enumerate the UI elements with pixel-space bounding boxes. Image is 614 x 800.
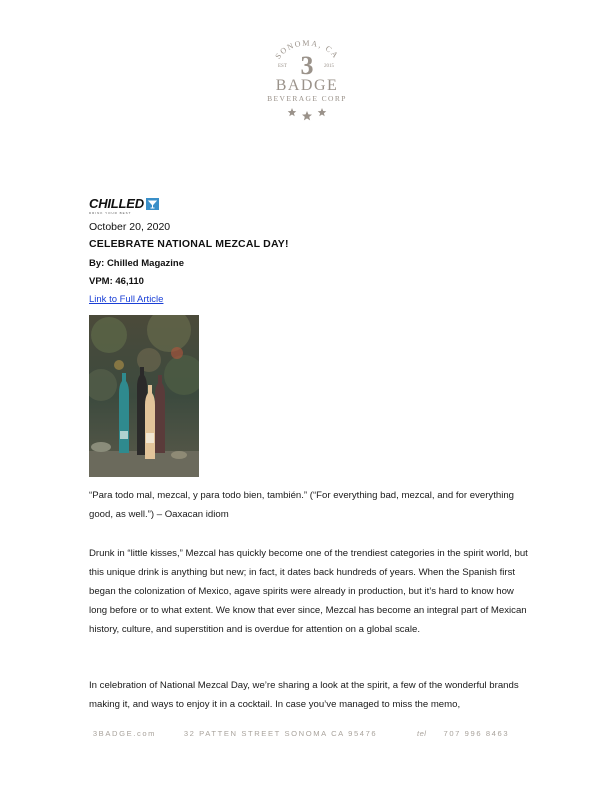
footer-website: 3BADGE.com bbox=[92, 729, 157, 738]
logo-stars bbox=[288, 108, 327, 120]
body-paragraph-3: In celebration of National Mezcal Day, we’re sharing a look at the spirit, a few of the wonderful brands making it, and ways to enjoy it in a cocktail. In case you’ve managed to miss the memo, bbox=[89, 680, 519, 710]
footer-phone: 707 996 8463 bbox=[443, 729, 510, 738]
logo-location: SONOMA, CA bbox=[273, 38, 341, 61]
article-vpm: VPM: 46,110 bbox=[89, 276, 144, 287]
footer-address: 32 PATTEN STREET SONOMA CA 95476 bbox=[183, 729, 378, 738]
article-link-container bbox=[89, 293, 529, 306]
publication-tagline: DRINK YOUR BEST bbox=[89, 211, 132, 215]
body-paragraph-1: “Para todo mal, mezcal, y para todo bien, también.” (“For everything bad, mezcal, and for everything good, as well.”) – Oaxacan idiom bbox=[89, 490, 514, 520]
logo-name: BADGE bbox=[275, 77, 339, 94]
publication-name: CHILLED bbox=[89, 196, 144, 211]
logo-est-label: EST bbox=[278, 64, 287, 69]
article-header bbox=[89, 196, 529, 306]
mezcal-bottles-photo bbox=[89, 315, 199, 477]
publication-logo bbox=[89, 196, 529, 215]
logo-number: 3 bbox=[300, 51, 314, 80]
article-date: October 20, 2020 bbox=[89, 221, 171, 233]
logo-est-year: 2015 bbox=[324, 64, 334, 69]
body-paragraph-2: Drunk in “little kisses,” Mezcal has quickly become one of the trendiest categories in the spirit world, but this unique drink is anything but new; in fact, it dates back hundreds of years. When the Spanish first began the colonization of Mexico, agave spirits were already in production, but it’s hard to know how long before or to what extent. We know that ever since, Mezcal has become an integral part of Mexican history, culture, and superstition and is overdue for attention on a global scale. bbox=[89, 548, 528, 635]
article-byline: By: Chilled Magazine bbox=[89, 258, 185, 269]
page-footer bbox=[0, 729, 614, 738]
full-article-link[interactable]: Link to Full Article bbox=[89, 294, 164, 305]
cocktail-glass-icon bbox=[146, 198, 159, 210]
footer-tel-label: tel bbox=[416, 729, 427, 738]
logo-subtitle: BEVERAGE CORP bbox=[267, 94, 347, 103]
article-headline: CELEBRATE NATIONAL MEZCAL DAY! bbox=[89, 238, 289, 250]
footer-phone-block bbox=[405, 729, 521, 738]
company-logo bbox=[250, 34, 364, 126]
